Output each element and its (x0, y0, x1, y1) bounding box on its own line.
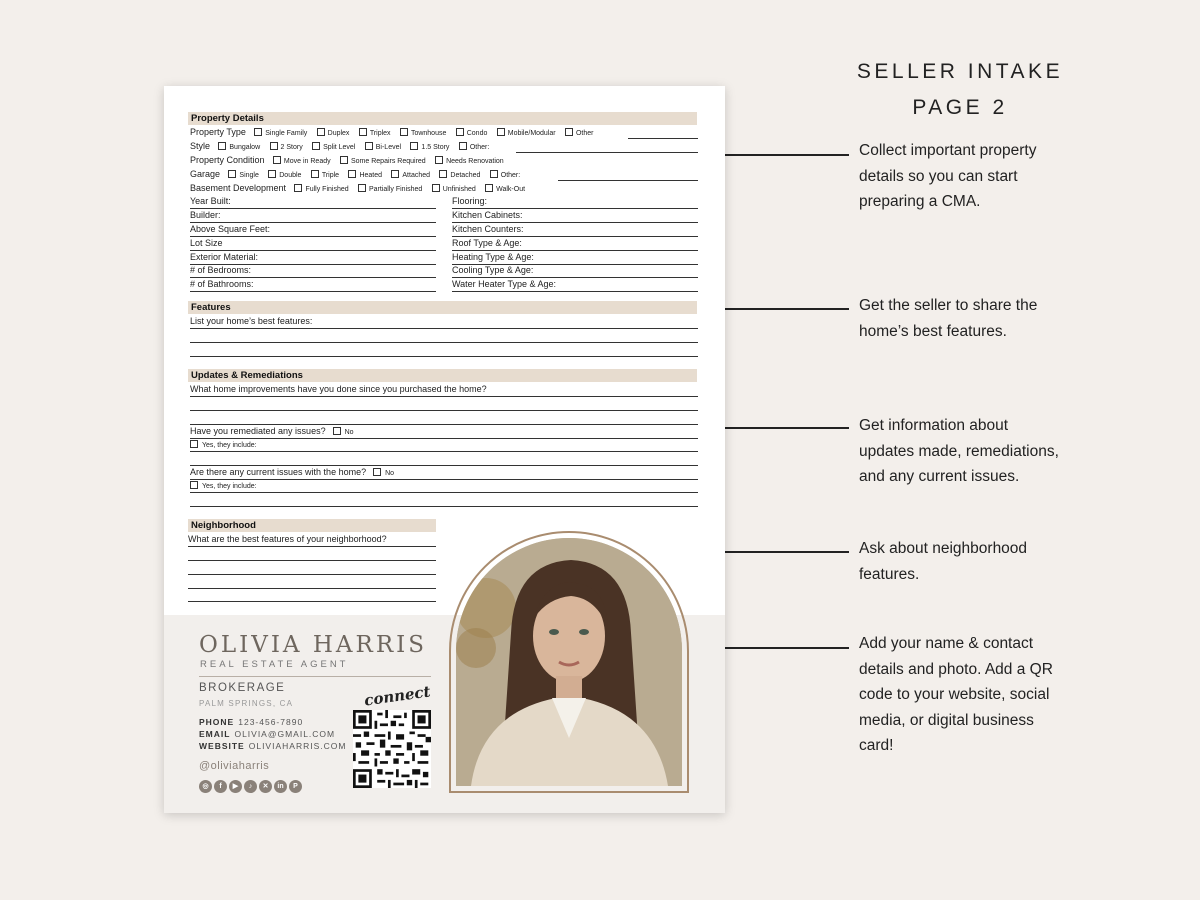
option-detached[interactable]: Detached (439, 170, 480, 181)
agent-handle: @oliviaharris (199, 760, 270, 772)
answer-line[interactable] (190, 479, 698, 480)
option-townhouse[interactable]: Townhouse (400, 128, 446, 139)
other-line[interactable] (516, 152, 698, 153)
answer-line[interactable] (188, 588, 436, 589)
x-icon[interactable]: ✕ (259, 780, 272, 793)
option-walk-out[interactable]: Walk-Out (485, 184, 525, 195)
answer-line[interactable] (188, 574, 436, 575)
row-property-type (190, 127, 601, 139)
option-condo[interactable]: Condo (456, 128, 488, 139)
note-neighborhood: Ask about neighborhood features. (859, 540, 1028, 583)
note-updates: Get information about updates made, remediations, and any current issues. (859, 417, 1059, 485)
option-other[interactable]: Other: (459, 142, 489, 153)
row-condition (190, 155, 511, 167)
field-heating[interactable]: Heating Type & Age: (452, 252, 698, 265)
answer-line[interactable] (188, 560, 436, 561)
field-improvements[interactable]: What home improvements have you done since you purchased the home? (190, 384, 698, 397)
note-agent: Add your name & contact details and photo. Add a QR code to your website, social media, or digital business card! (859, 635, 1053, 754)
section-updates: Updates & Remediations (188, 369, 697, 382)
field-year-built[interactable]: Year Built: (190, 196, 436, 209)
option-2-story[interactable]: 2 Story (270, 142, 303, 153)
agent-phone: PHONE 123-456-7890 (199, 717, 304, 727)
instagram-icon[interactable]: ◎ (199, 780, 212, 793)
form-sheet (164, 86, 725, 813)
option-1-5-story[interactable]: 1.5 Story (410, 142, 449, 153)
agent-name: OLIVIA HARRIS (199, 632, 427, 658)
answer-line[interactable] (190, 465, 698, 466)
field-features[interactable]: List your home’s best features: (190, 316, 698, 329)
page-heading-line1: SELLER INTAKE (856, 60, 1064, 83)
field-exterior-material[interactable]: Exterior Material: (190, 252, 436, 265)
option-attached[interactable]: Attached (391, 170, 430, 181)
arrow-agent (710, 647, 849, 649)
answer-line[interactable] (190, 410, 698, 411)
option-single[interactable]: Single (228, 170, 258, 181)
question-remediated: Have you remediated any issues? No (190, 426, 354, 436)
option-split-level[interactable]: Split Level (312, 142, 355, 153)
youtube-icon[interactable]: ▶ (229, 780, 242, 793)
field-kitchen-counters[interactable]: Kitchen Counters: (452, 224, 698, 237)
option-bi-level[interactable]: Bi-Level (365, 142, 401, 153)
field-lot-size[interactable]: Lot Size (190, 238, 436, 251)
option-mobile-modular[interactable]: Mobile/Modular (497, 128, 556, 139)
option-move-in-ready[interactable]: Move in Ready (273, 156, 331, 167)
field-roof[interactable]: Roof Type & Age: (452, 238, 698, 251)
row-label: Property Type (190, 127, 246, 137)
arrow-features (710, 308, 849, 310)
agent-email: EMAIL OLIVIA@GMAIL.COM (199, 729, 336, 739)
field-bedrooms[interactable]: # of Bedrooms: (190, 265, 436, 278)
qr-code-icon[interactable] (353, 710, 431, 788)
other-line[interactable] (628, 138, 698, 139)
option-yes-remediated[interactable]: Yes, they include: (190, 440, 257, 451)
arrow-property (710, 154, 849, 156)
answer-line[interactable] (190, 424, 698, 425)
section-neighborhood: Neighborhood (188, 519, 436, 532)
other-line[interactable] (558, 180, 698, 181)
row-label: Property Condition (190, 155, 265, 165)
agent-city: PALM SPRINGS, CA (199, 699, 294, 708)
field-kitchen-cabinets[interactable]: Kitchen Cabinets: (452, 210, 698, 223)
option-some-repairs[interactable]: Some Repairs Required (340, 156, 426, 167)
field-water-heater[interactable]: Water Heater Type & Age: (452, 279, 698, 292)
answer-line[interactable] (190, 356, 698, 357)
answer-line[interactable] (190, 492, 698, 493)
answer-line[interactable] (190, 506, 698, 507)
field-cooling[interactable]: Cooling Type & Age: (452, 265, 698, 278)
tiktok-icon[interactable]: ♪ (244, 780, 257, 793)
agent-title: REAL ESTATE AGENT (200, 659, 349, 670)
option-yes-issues[interactable]: Yes, they include: (190, 481, 257, 492)
field-bathrooms[interactable]: # of Bathrooms: (190, 279, 436, 292)
answer-line[interactable] (190, 342, 698, 343)
row-style (190, 141, 496, 153)
field-flooring[interactable]: Flooring: (452, 196, 698, 209)
social-icons (199, 775, 304, 793)
checkbox-no[interactable] (333, 427, 341, 435)
note-features: Get the seller to share the home’s best features. (859, 297, 1038, 340)
arrow-updates (710, 427, 849, 429)
section-property-details: Property Details (188, 112, 697, 125)
option-single-family[interactable]: Single Family (254, 128, 307, 139)
answer-line[interactable] (190, 438, 698, 439)
option-fully-finished[interactable]: Fully Finished (294, 184, 348, 195)
agent-photo (456, 538, 682, 786)
agent-website: WEBSITE OLIVIAHARRIS.COM (199, 741, 347, 751)
facebook-icon[interactable]: f (214, 780, 227, 793)
answer-line[interactable] (190, 451, 698, 452)
option-bungalow[interactable]: Bungalow (218, 142, 260, 153)
brokerage: BROKERAGE (199, 682, 286, 694)
row-label: Garage (190, 169, 221, 179)
option-duplex[interactable]: Duplex (317, 128, 350, 139)
checkbox-no[interactable] (373, 468, 381, 476)
option-needs-renovation[interactable]: Needs Renovation (435, 156, 504, 167)
question-current-issues: Are there any current issues with the home? No (190, 467, 395, 477)
option-other[interactable]: Other: (490, 170, 520, 181)
field-builder[interactable]: Builder: (190, 210, 436, 223)
option-other[interactable]: Other (565, 128, 594, 139)
page-heading-line2: PAGE 2 (912, 96, 1008, 119)
linkedin-icon[interactable]: in (274, 780, 287, 793)
option-partially-finished[interactable]: Partially Finished (358, 184, 422, 195)
option-triple[interactable]: Triple (311, 170, 339, 181)
answer-line[interactable] (188, 601, 436, 602)
option-double[interactable]: Double (268, 170, 301, 181)
row-basement (190, 183, 532, 195)
row-label: Basement Development (190, 183, 287, 193)
note-property: Collect important property details so you can start preparing a CMA. (859, 142, 1037, 210)
option-unfinished[interactable]: Unfinished (432, 184, 476, 195)
connect-label: connect (363, 682, 432, 710)
agent-portrait-illustration (456, 538, 682, 786)
pinterest-icon[interactable]: P (289, 780, 302, 793)
divider (199, 676, 431, 677)
row-label: Style (190, 141, 211, 151)
section-features: Features (188, 301, 697, 314)
option-heated[interactable]: Heated (348, 170, 382, 181)
field-neighborhood[interactable]: What are the best features of your neighborhood? (188, 534, 436, 547)
field-above-square-feet[interactable]: Above Square Feet: (190, 224, 436, 237)
row-garage (190, 169, 527, 181)
option-triplex[interactable]: Triplex (359, 128, 391, 139)
